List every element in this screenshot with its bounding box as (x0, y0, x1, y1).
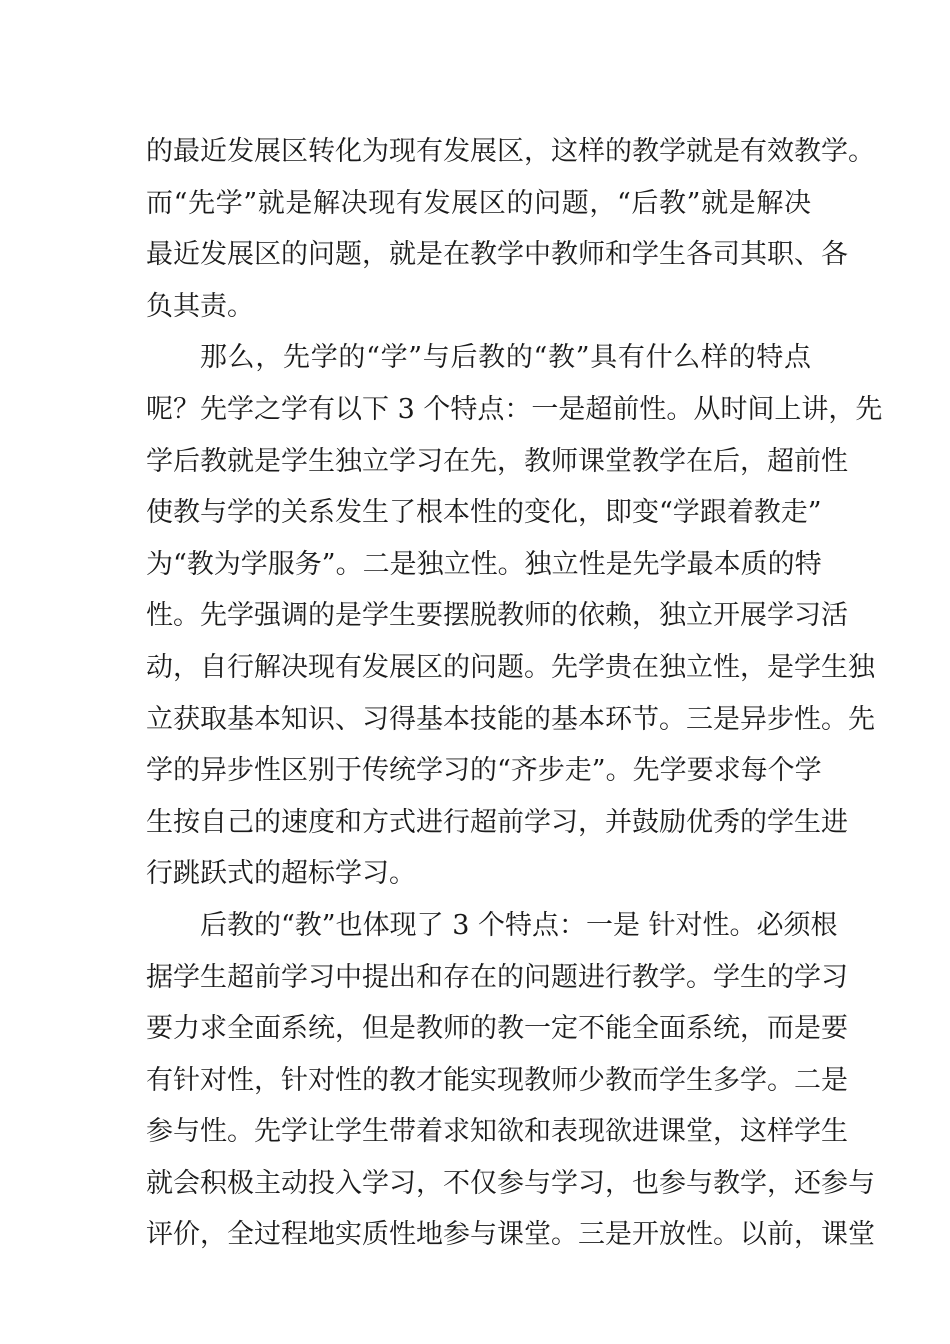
text-line: 后教的“教”也体现了 3 个特点：一是 针对性。必须根 (200, 909, 838, 941)
text-line: 据学生超前学习中提出和存在的问题进行教学。学生的学习 (146, 961, 848, 993)
text-line: 要力求全面系统，但是教师的教一定不能全面系统，而是要 (146, 1013, 848, 1045)
text-line: 学后教就是学生独立学习在先，教师课堂教学在后，超前性 (146, 445, 848, 477)
text-line: 学的异步性区别于传统学习的“齐步走”。先学要求每个学 (146, 755, 822, 787)
text-line: 有针对性，针对性的教才能实现教师少教而学生多学。二是 (146, 1064, 848, 1096)
body-text (146, 126, 883, 1261)
text-line: 性。先学强调的是学生要摆脱教师的依赖，独立开展学习活 (146, 600, 848, 632)
text-line: 就会积极主动投入学习，不仅参与学习，也参与教学，还参与 (146, 1167, 875, 1199)
text-line: 那么，先学的“学”与后教的“教”具有什么样的特点 (200, 342, 811, 374)
text-line: 而“先学”就是解决现有发展区的问题，“后教”就是解决 (146, 187, 811, 219)
text-line: 最近发展区的问题，就是在教学中教师和学生各司其职、各 (146, 239, 848, 271)
text-line: 立获取基本知识、习得基本技能的基本环节。三是异步性。先 (146, 703, 875, 735)
text-line: 评价，全过程地实质性地参与课堂。三是开放性。以前，课堂 (146, 1219, 875, 1251)
text-line: 参与性。先学让学生带着求知欲和表现欲进课堂，这样学生 (146, 1116, 848, 1148)
text-line: 负其责。 (146, 290, 254, 322)
text-line: 生按自己的速度和方式进行超前学习，并鼓励优秀的学生进 (146, 806, 848, 838)
text-line: 行跳跃式的超标学习。 (146, 858, 416, 890)
text-line: 动，自行解决现有发展区的问题。先学贵在独立性，是学生独 (146, 651, 875, 683)
text-line: 使教与学的关系发生了根本性的变化，即变“学跟着教走” (146, 497, 822, 529)
text-line: 的最近发展区转化为现有发展区，这样的教学就是有效教学。 (146, 136, 875, 167)
text-line: 呢？先学之学有以下 3 个特点：一是超前性。从时间上讲，先 (146, 393, 883, 425)
text-line: 为“教为学服务”。二是独立性。独立性是先学最本质的特 (146, 548, 822, 580)
